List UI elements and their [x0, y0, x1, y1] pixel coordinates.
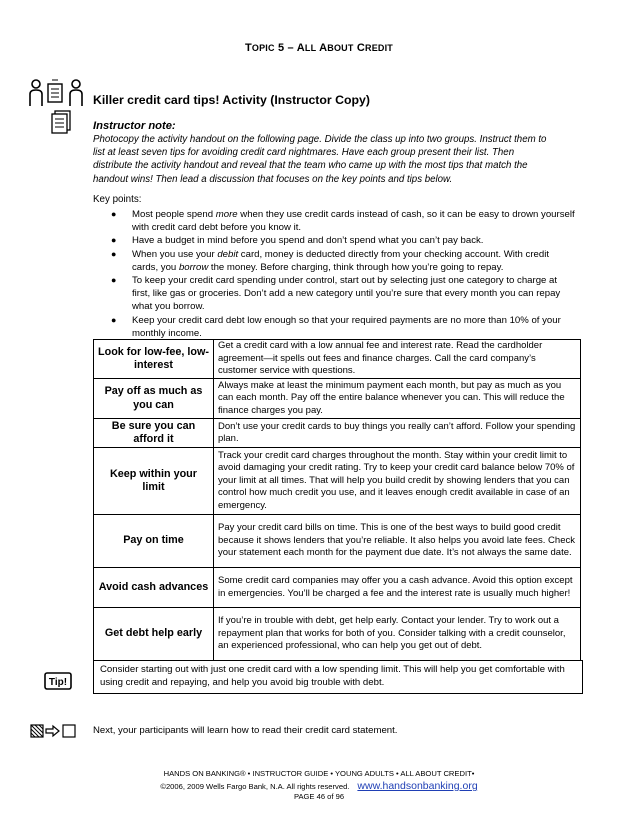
key-point-item: ● Most people spend more when they use credit cards instead of cash, so it can be easy to drown yourself with credit card debt before you know it. — [111, 209, 575, 234]
tip-label: Be sure you can afford it — [94, 419, 214, 448]
tip-text: Always make at least the minimum payment each month, but pay as much as you can each month. Pay off the entire balance whenever you can. This will reduce the finance charges you pay. — [214, 379, 581, 419]
handout-icon — [50, 110, 72, 134]
topic-heading: TOPIC 5 – ALL ABOUT CREDIT — [244, 42, 393, 54]
footer-line-1: HANDS ON BANKING® • INSTRUCTOR GUIDE • YOUNG ADULTS • ALL ABOUT CREDIT• — [163, 769, 475, 778]
footer-line-2 — [0, 780, 638, 792]
table-row — [94, 419, 581, 448]
activity-title: Killer credit card tips! Activity (Instructor Copy) — [93, 93, 370, 107]
key-point-item: ● To keep your credit card spending under control, start out by selecting just one category to charge at first, like gas or groceries. Don’t add a new category until you’re sure that every month you can repay what you borrow. — [111, 275, 561, 313]
tip-text: Track your credit card charges throughout the month. Stay within your credit limit to avoid damaging your credit rating. Try to keep your credit card balance below 70% of your limit at all times. That will help you build credit by showing lenders that you can control how much credit you use, and it leaves enough credit available in case of an emergency. — [214, 448, 581, 515]
tip-text: Don’t use your credit cards to buy things you really can’t afford. Follow your spending plan. — [214, 419, 581, 448]
instructor-note-text: Photocopy the activity handout on the following page. Divide the class up into two groups. Instruct them to list at least seven tips for avoiding credit card nightmares. Have each group present their list. Then distribute the activity handout and reveal that the team who came up with the most tips that match the handout wins! Then lead a discussion that focuses on the key points and tips below. — [93, 134, 547, 185]
tip-icon — [44, 672, 72, 690]
next-arrow-icon — [30, 724, 80, 738]
table-row — [94, 608, 581, 661]
table-row — [94, 568, 581, 608]
copyright-text: ©2006, 2009 Wells Fargo Bank, N.A. All rights reserved. — [160, 782, 350, 791]
tip-box: Consider starting out with just one credit card with a low spending limit. This will help you get comfortable with using credit and repaying, and help you avoid big trouble with debt. — [93, 660, 583, 694]
website-link[interactable]: www.handsonbanking.org — [357, 780, 478, 792]
key-points-list — [107, 208, 577, 340]
tips-table — [93, 339, 581, 661]
key-point-item: ● When you use your debit card, money is deducted directly from your checking account. With credit cards, you borrow the money. Before charging, think through how you’re going to repay. — [111, 248, 550, 273]
tip-label: Pay off as much as you can — [94, 379, 214, 419]
table-row — [94, 340, 581, 379]
tip-text: Pay your credit card bills on time. This is one of the best ways to build good credit because it shows lenders that you’re reliable. It also helps you avoid late fees. Check your statement each month for the payment due date. It’s not always the same date. — [214, 515, 581, 568]
table-row — [94, 515, 581, 568]
tip-label: Keep within your limit — [94, 448, 214, 515]
tip-label: Get debt help early — [94, 608, 214, 661]
tip-label: Look for low-fee, low-interest — [94, 340, 214, 379]
tip-icon-label: Tip! — [48, 677, 68, 688]
tip-text: Get a credit card with a low annual fee and interest rate. Read the cardholder agreement—it spells out fees and finance charges. Call the card company’s customer service with questions. — [214, 340, 581, 379]
group-activity-icon — [28, 78, 86, 108]
next-text: Next, your participants will learn how to read their credit card statement. — [93, 725, 398, 736]
tip-label: Pay on time — [94, 515, 214, 568]
key-points-heading: Key points: — [93, 194, 142, 205]
table-row — [94, 448, 581, 515]
key-point-item: ● Keep your credit card debt low enough so that your required payments are no more than 10% of your monthly income. — [111, 314, 561, 339]
tip-text: Some credit card companies may offer you a cash advance. Avoid this option except in emergencies. You’ll be charged a fee and the interest rate is usually much higher! — [214, 568, 581, 608]
table-row — [94, 379, 581, 419]
page-number: PAGE 46 of 96 — [293, 792, 345, 801]
instructor-note-heading: Instructor note: — [93, 120, 176, 132]
tip-text: If you’re in trouble with debt, get help early. Contact your lender. Try to work out a repayment plan that works for both of you. Consider talking with a credit counselor, an experienced professional, who can help you get out of debt. — [214, 608, 581, 661]
key-point-item: ● Have a budget in mind before you spend and don’t spend what you can’t pay back. — [111, 235, 484, 247]
tip-label: Avoid cash advances — [94, 568, 214, 608]
